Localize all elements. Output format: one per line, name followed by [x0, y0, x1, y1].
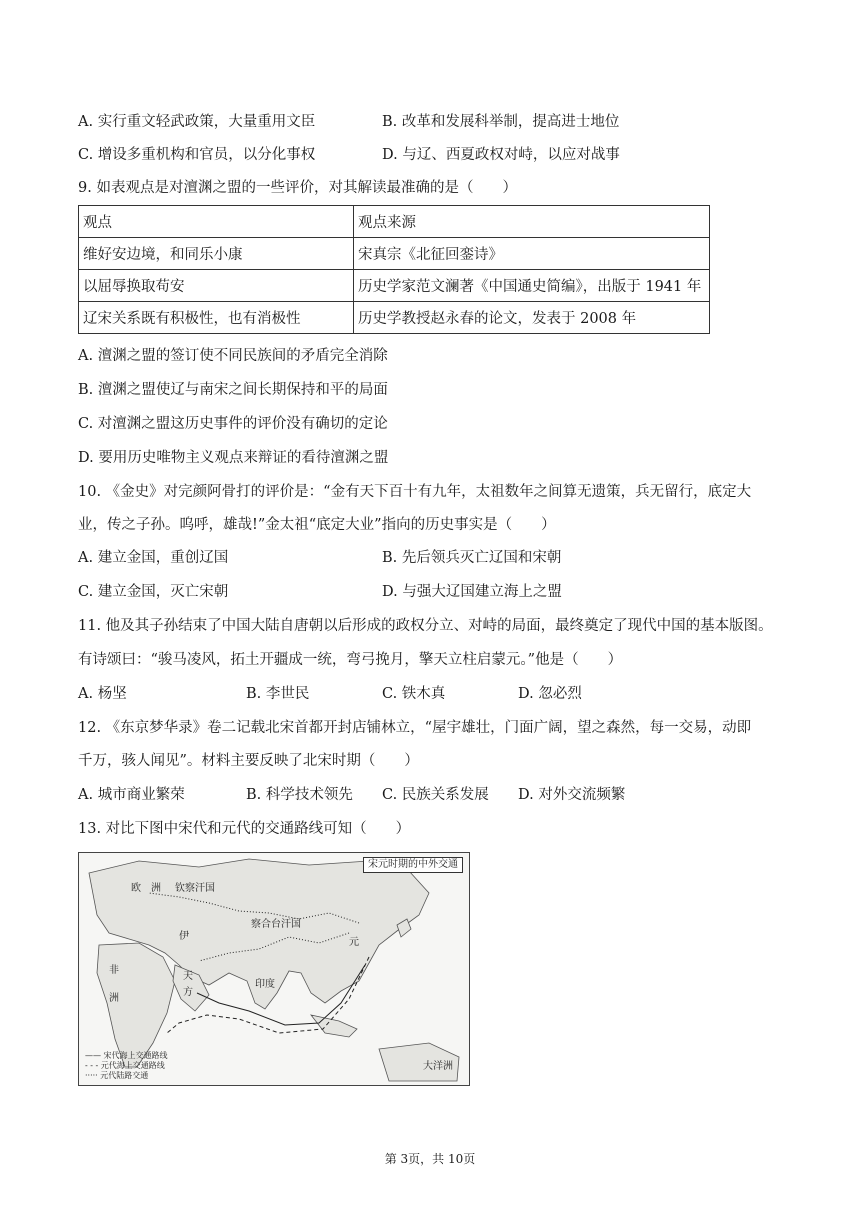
- legend-item-yuan-sea: - - - 元代海上交通路线: [85, 1061, 165, 1070]
- q9-option-d: D. 要用历史唯物主义观点来辩证的看待澶渊之盟: [78, 450, 389, 466]
- q9-viewpoint-table: [78, 205, 710, 334]
- q10-stem-line1: 10. 《金史》对完颜阿骨打的评价是：“金有天下百十有九年，太祖数年之间算无遗策，兵无留行，底定大: [78, 484, 752, 500]
- trade-routes-map: [78, 852, 470, 1086]
- map-title: 宋元时期的中外交通: [363, 857, 463, 873]
- table-cell-source: 历史学家范文澜著《中国通史简编》，出版于 1941 年: [354, 270, 710, 302]
- q12-option-c: C. 民族关系发展: [382, 787, 489, 803]
- map-label-africa-1: 非: [109, 965, 119, 976]
- map-label-africa-2: 洲: [109, 993, 119, 1004]
- map-label-yuan: 元: [349, 937, 359, 948]
- q12-option-d: D. 对外交流频繁: [518, 787, 626, 803]
- table-cell-source: 宋真宗《北征回銮诗》: [354, 238, 710, 270]
- map-label-golden-horde: 钦察汗国: [175, 883, 215, 894]
- q12-option-b: B. 科学技术领先: [246, 787, 353, 803]
- q8-option-a: A. 实行重文轻武政策，大量重用文臣: [78, 114, 316, 130]
- q12-stem-line1: 12. 《东京梦华录》卷二记载北宋首都开封店铺林立，“屋宇雄壮，门面广阔，望之森然，每一交易，动即: [78, 720, 752, 736]
- map-label-europe: 欧 洲: [131, 883, 161, 894]
- q10-option-c: C. 建立金国，灭亡宋朝: [78, 584, 229, 600]
- q8-option-b: B. 改革和发展科举制，提高进士地位: [382, 114, 620, 130]
- q11-option-b: B. 李世民: [246, 686, 310, 702]
- q10-option-d: D. 与强大辽国建立海上之盟: [382, 584, 562, 600]
- q10-stem-line2: 业，传之子孙。呜呼，雄哉!”金太祖“底定大业”指向的历史事实是（ ）: [78, 517, 556, 533]
- q11-stem-line1: 11. 他及其子孙结束了中国大陆自唐朝以后形成的政权分立、对峙的局面，最终奠定了现代中国的基本版图。: [78, 618, 773, 634]
- table-header-row: [79, 206, 710, 238]
- q9-option-c: C. 对澶渊之盟这历史事件的评价没有确切的定论: [78, 416, 388, 432]
- map-label-ocean: 大洋洲: [423, 1061, 453, 1072]
- table-cell-source: 历史学教授赵永春的论文，发表于 2008 年: [354, 302, 710, 334]
- table-cell-viewpoint: 以屈辱换取苟安: [79, 270, 354, 302]
- q10-option-a: A. 建立金国，重创辽国: [78, 550, 229, 566]
- q11-option-a: A. 杨坚: [78, 686, 127, 702]
- page-footer: 第 3页，共 10页: [384, 1152, 476, 1166]
- map-legend: [85, 1051, 168, 1081]
- q12-stem-line2: 千万，骇人闻见”。材料主要反映了北宋时期（ ）: [78, 753, 419, 769]
- q12-option-a: A. 城市商业繁荣: [78, 787, 185, 803]
- table-header-source: 观点来源: [354, 206, 710, 238]
- table-cell-viewpoint: 维好安边境，和同乐小康: [79, 238, 354, 270]
- table-row: [79, 270, 710, 302]
- map-label-india: 印度: [255, 979, 275, 990]
- q11-option-d: D. 忽必烈: [518, 686, 582, 702]
- q8-option-d: D. 与辽、西夏政权对峙，以应对战事: [382, 147, 620, 163]
- q10-option-b: B. 先后领兵灭亡辽国和宋朝: [382, 550, 562, 566]
- table-header-viewpoint: 观点: [79, 206, 354, 238]
- q8-option-c: C. 增设多重机构和官员，以分化事权: [78, 147, 316, 163]
- southeast-asia-islands: [311, 1015, 357, 1037]
- legend-item-song-sea: —— 宋代海上交通路线: [85, 1051, 168, 1060]
- legend-item-yuan-land: ····· 元代陆路交通: [85, 1071, 149, 1080]
- table-cell-viewpoint: 辽宋关系既有积极性，也有消极性: [79, 302, 354, 334]
- q9-option-b: B. 澶渊之盟使辽与南宋之间长期保持和平的局面: [78, 382, 388, 398]
- map-label-chagatai: 察合台汗国: [251, 919, 301, 930]
- q13-stem: 13. 对比下图中宋代和元代的交通路线可知（ ）: [78, 821, 411, 837]
- africa-landmass: [97, 943, 175, 1067]
- q9-option-a: A. 澶渊之盟的签订使不同民族间的矛盾完全消除: [78, 348, 388, 364]
- q11-stem-line2: 有诗颂曰：“骏马凌风，拓土开疆成一统，弯弓挽月，擎天立柱启蒙元。”他是（ ）: [78, 652, 623, 668]
- q9-stem: 9. 如表观点是对澶渊之盟的一些评价，对其解读最准确的是（ ）: [78, 180, 517, 196]
- table-row: [79, 302, 710, 334]
- map-label-ilkhanate: 伊: [179, 931, 189, 942]
- q11-option-c: C. 铁木真: [382, 686, 446, 702]
- map-label-arabia-2: 方: [183, 987, 193, 998]
- table-row: [79, 238, 710, 270]
- map-label-arabia-1: 天: [183, 971, 193, 982]
